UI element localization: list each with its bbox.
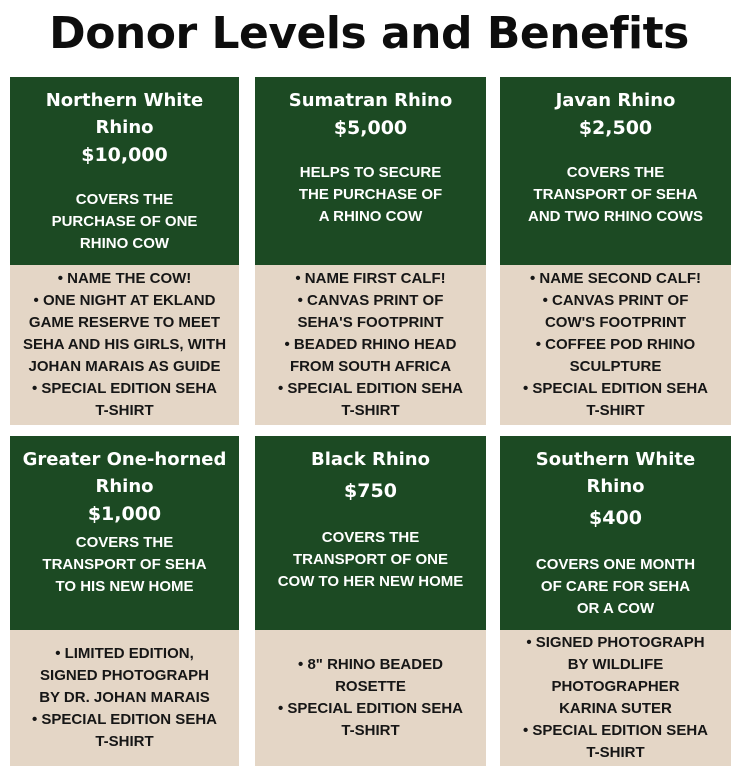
level-benefits	[500, 630, 731, 766]
level-description: COVERS THE TRANSPORT OF SEHA AND TWO RHINO COWS	[528, 164, 703, 225]
level-header	[255, 77, 486, 265]
donor-level-card	[255, 436, 486, 766]
level-name: Javan Rhino	[555, 90, 676, 111]
benefits-list: • SIGNED PHOTOGRAPH BY WILDLIFE PHOTOGRAPHER KARINA SUTER • SPECIAL EDITION SEHA T-SHIRT	[522, 634, 708, 761]
level-benefits	[500, 265, 731, 425]
level-amount: $1,000	[87, 503, 162, 525]
level-name: Southern White Rhino	[535, 449, 696, 497]
donor-level-card	[255, 77, 486, 425]
level-name: Black Rhino	[311, 449, 430, 470]
level-name: Northern White Rhino	[45, 90, 204, 138]
level-description: COVERS THE PURCHASE OF ONE RHINO COW	[51, 191, 198, 252]
level-amount: $2,500	[578, 117, 653, 139]
level-name: Sumatran Rhino	[288, 90, 453, 111]
benefits-list: • LIMITED EDITION, SIGNED PHOTOGRAPH BY DR. JOHAN MARAIS • SPECIAL EDITION SEHA T-SHIRT	[31, 645, 217, 750]
level-header	[10, 436, 239, 630]
level-benefits	[255, 630, 486, 766]
level-header	[500, 436, 731, 630]
level-amount: $400	[589, 507, 642, 529]
donor-level-card	[500, 77, 731, 425]
donor-level-card	[10, 436, 239, 766]
level-amount: $5,000	[333, 117, 408, 139]
level-amount: $10,000	[81, 144, 168, 166]
level-benefits	[255, 265, 486, 425]
level-header	[10, 77, 239, 265]
level-header	[500, 77, 731, 265]
benefits-list: • NAME FIRST CALF! • CANVAS PRINT OF SEHA'S FOOTPRINT • BEADED RHINO HEAD FROM SOUTH AFRICA • SPECIAL EDITION SEHA T-SHIRT	[277, 270, 463, 419]
level-header	[255, 436, 486, 630]
donor-level-card	[10, 77, 239, 425]
level-description: COVERS THE TRANSPORT OF SEHA TO HIS NEW HOME	[42, 534, 207, 595]
level-description: COVERS THE TRANSPORT OF ONE COW TO HER NEW HOME	[277, 529, 464, 590]
benefits-list: • 8" RHINO BEADED ROSETTE • SPECIAL EDITION SEHA T-SHIRT	[277, 656, 463, 739]
donor-level-card	[500, 436, 731, 766]
benefits-list: • NAME SECOND CALF! • CANVAS PRINT OF COW'S FOOTPRINT • COFFEE POD RHINO SCULPTURE • SPECIAL EDITION SEHA T-SHIRT	[522, 270, 708, 419]
page-title: Donor Levels and Benefits	[49, 8, 689, 59]
level-description: HELPS TO SECURE THE PURCHASE OF A RHINO COW	[298, 164, 443, 225]
level-benefits	[10, 265, 239, 425]
level-name: Greater One-horned Rhino	[22, 449, 227, 497]
level-benefits	[10, 630, 239, 766]
level-description: COVERS ONE MONTH OF CARE FOR SEHA OR A COW	[535, 556, 696, 617]
benefits-list: • NAME THE COW! • ONE NIGHT AT EKLAND GAME RESERVE TO MEET SEHA AND HIS GIRLS, WITH JOHAN MARAIS AS GUIDE • SPECIAL EDITION SEHA T-SHIRT	[22, 270, 227, 419]
level-amount: $750	[344, 480, 397, 502]
